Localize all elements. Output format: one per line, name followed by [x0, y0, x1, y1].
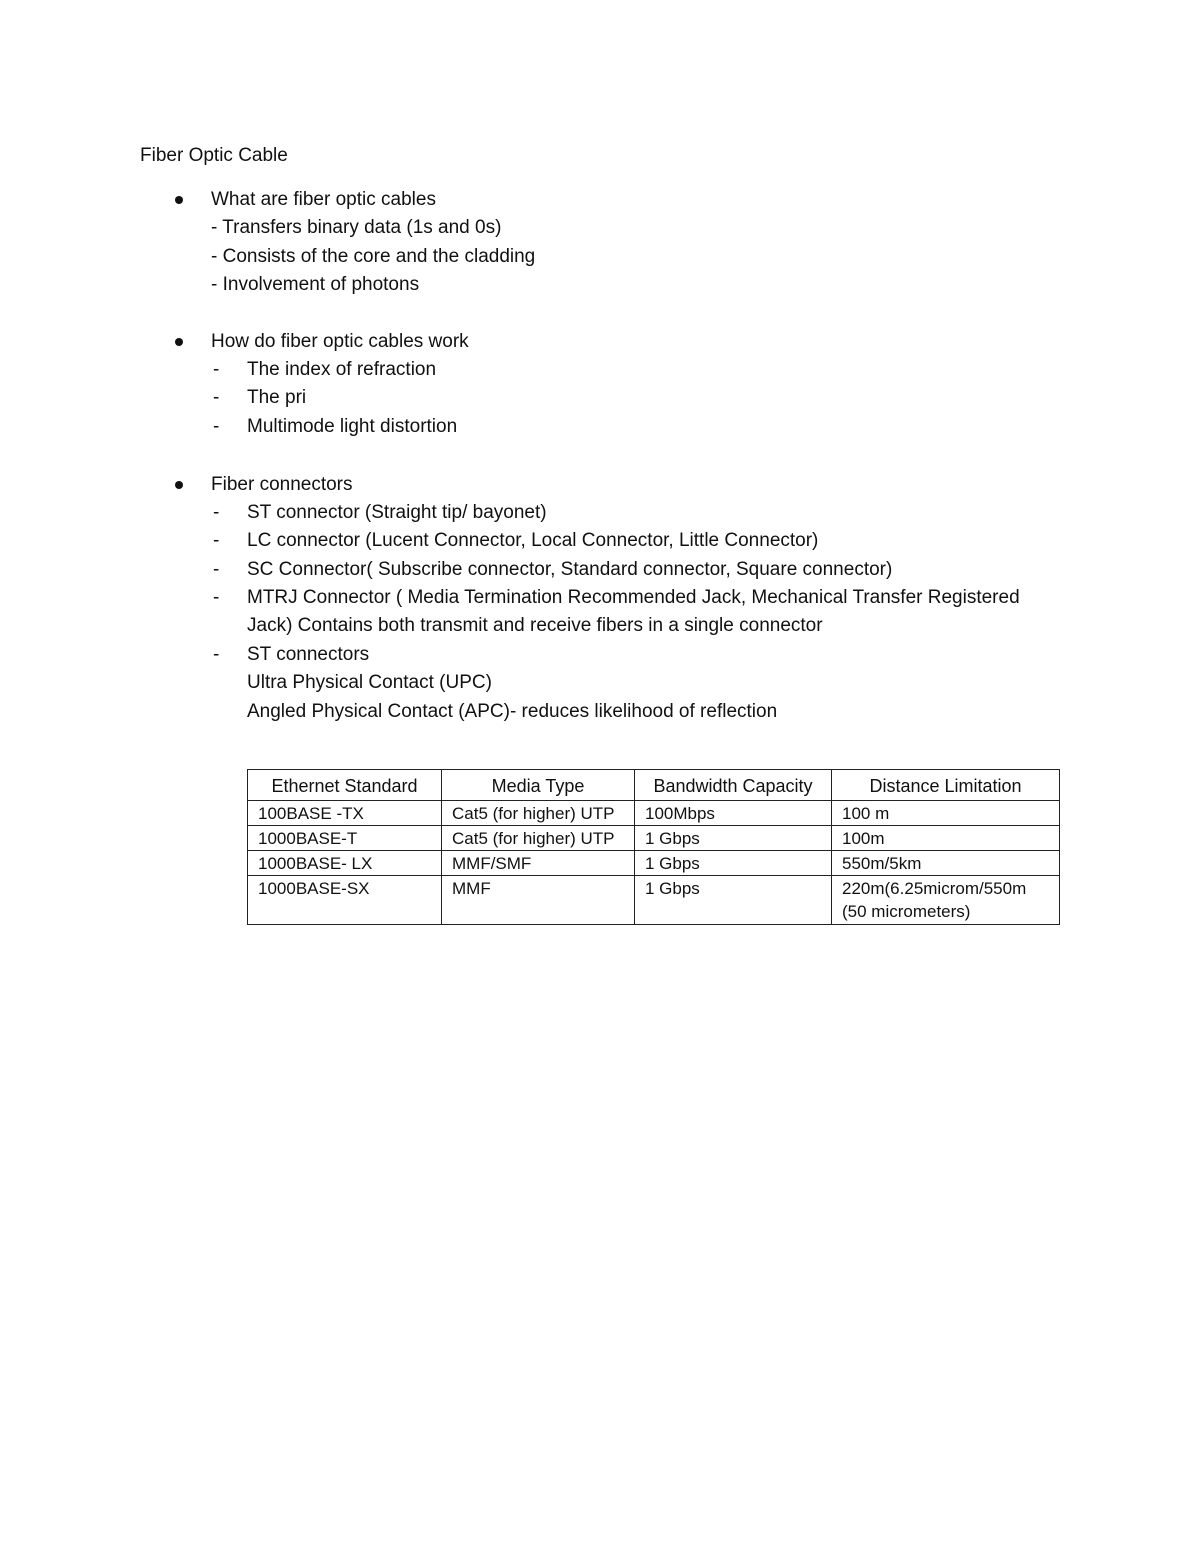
table-cell: 1000BASE- LX [248, 851, 442, 876]
sub-item: - Involvement of photons [211, 274, 420, 295]
sub-item-continuation: Angled Physical Contact (APC)- reduces likelihood of reflection [247, 700, 778, 722]
table-row [248, 851, 1060, 876]
dash-icon: - [213, 558, 220, 580]
dash-icon: - [213, 387, 220, 409]
table-cell: 1 Gbps [635, 826, 832, 851]
table-cell: 1000BASE-SX [248, 876, 442, 925]
sub-item-text: ST connector (Straight tip/ bayonet) [247, 502, 547, 523]
table-cell [832, 876, 1060, 925]
table-row [248, 876, 1060, 925]
sub-item-text: SC Connector( Subscribe connector, Standard connector, Square connector) [247, 558, 893, 580]
table-cell: Cat5 (for higher) UTP [442, 801, 635, 826]
sub-item-continuation: Ultra Physical Contact (UPC) [247, 672, 492, 694]
dash-icon: - [213, 359, 220, 380]
sub-item-text: MTRJ Connector ( Media Termination Recommended Jack, Mechanical Transfer Registered [247, 586, 1020, 608]
table-cell: 100 m [832, 801, 1060, 826]
bullet-icon [175, 338, 183, 346]
table-cell: 100m [832, 826, 1060, 851]
bullet-item [140, 328, 1100, 356]
dash-icon: - [213, 530, 220, 552]
column-header: Distance Limitation [832, 770, 1060, 801]
sub-item [140, 356, 1100, 384]
section-fiber-connectors [140, 471, 1100, 726]
bullet-icon [175, 481, 183, 489]
table-cell: 100Mbps [635, 801, 832, 826]
column-header: Ethernet Standard [248, 770, 442, 801]
bullet-heading: Fiber connectors [211, 474, 353, 495]
bullet-heading: What are fiber optic cables [211, 189, 436, 210]
table-cell: MMF/SMF [442, 851, 635, 876]
sub-item-text: The index of refraction [247, 359, 437, 380]
sub-item-text: The pri [247, 387, 307, 409]
sub-item [140, 499, 1100, 527]
ethernet-standards-table [247, 769, 1060, 925]
table-header-row [248, 770, 1060, 801]
table-cell: 1 Gbps [635, 851, 832, 876]
sub-item [140, 413, 1100, 441]
section-how-do-fiber-optic-cables-work [140, 328, 1100, 441]
sub-item: - Transfers binary data (1s and 0s) [211, 217, 502, 238]
sub-item-text: LC connector (Lucent Connector, Local Connector, Little Connector) [247, 530, 819, 552]
sub-item: - Consists of the core and the cladding [211, 245, 536, 267]
table-row [248, 801, 1060, 826]
sub-item [140, 556, 1100, 584]
sub-item [140, 641, 1100, 669]
dash-icon: - [213, 586, 220, 608]
cell-line: 220m(6.25microm/550m [842, 879, 1027, 898]
dash-icon: - [213, 643, 220, 665]
table-cell: 550m/5km [832, 851, 1060, 876]
sub-item-text: ST connectors [247, 643, 370, 665]
column-header: Bandwidth Capacity [635, 770, 832, 801]
bullet-heading: How do fiber optic cables work [211, 331, 469, 352]
table-cell: 100BASE -TX [248, 801, 442, 826]
table-cell: Cat5 (for higher) UTP [442, 826, 635, 851]
document-title: Fiber Optic Cable [140, 145, 288, 166]
table-cell: 1000BASE-T [248, 826, 442, 851]
sub-item-continuation: Jack) Contains both transmit and receive fibers in a single connector [247, 615, 823, 637]
table-row [248, 826, 1060, 851]
cell-line: (50 micrometers) [842, 902, 971, 921]
dash-icon: - [213, 415, 220, 437]
sub-item [140, 384, 1100, 412]
sub-item [140, 584, 1100, 612]
bullet-item [140, 471, 1100, 499]
bullet-icon [175, 196, 183, 204]
bullet-item [140, 186, 1100, 214]
column-header: Media Type [442, 770, 635, 801]
table-cell: 1 Gbps [635, 876, 832, 925]
dash-icon: - [213, 502, 220, 523]
section-what-are-fiber-optic-cables [140, 186, 1100, 300]
table-cell: MMF [442, 876, 635, 925]
sub-item-text: Multimode light distortion [247, 415, 458, 437]
sub-item [140, 527, 1100, 555]
